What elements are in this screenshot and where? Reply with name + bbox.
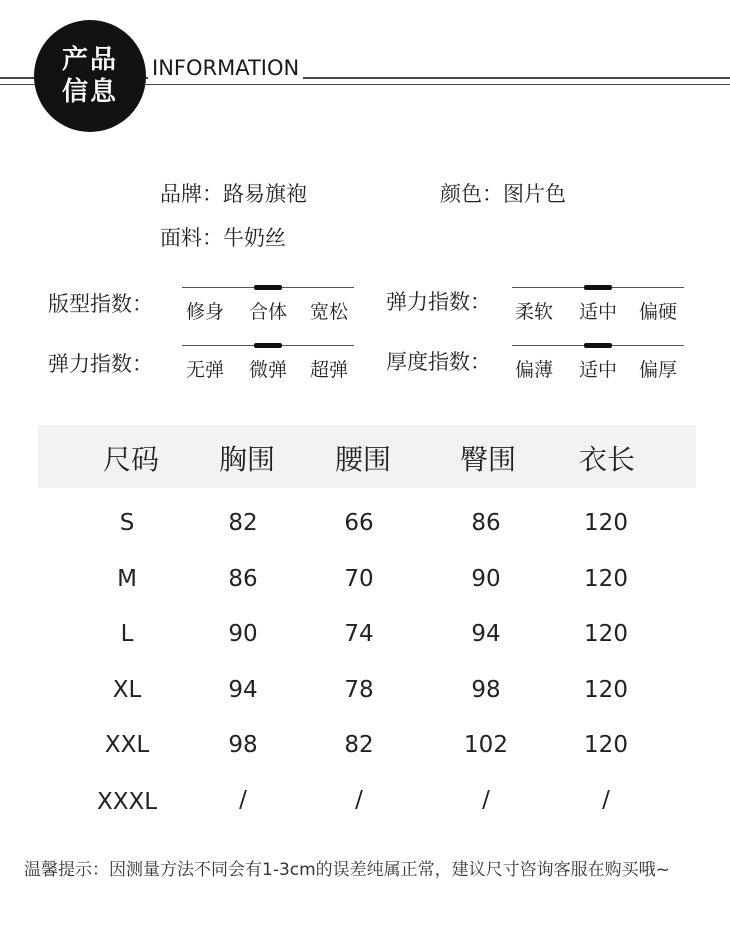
scale-option: 适中: [578, 301, 617, 323]
length-cell: 120: [584, 621, 628, 647]
page-header: [0, 0, 730, 150]
stretch-index-label-1: 弹力指数：: [386, 290, 491, 314]
scale-option: 柔软: [514, 301, 553, 323]
size-cell: XL: [112, 677, 142, 703]
scale-marker: [584, 343, 612, 348]
scale-option: 宽松: [309, 301, 348, 323]
size-cell: XXL: [104, 732, 150, 758]
product-info-badge: [34, 20, 146, 132]
length-cell: 120: [584, 732, 628, 758]
waist-cell: /: [355, 787, 363, 813]
hip-cell: 102: [464, 732, 508, 758]
bust-cell: 98: [228, 732, 258, 758]
size-cell: L: [120, 621, 134, 647]
scale-marker: [584, 285, 612, 290]
stretch-index-scale: [182, 345, 354, 385]
badge-line-1: 产品: [61, 45, 118, 75]
hip-cell: 86: [471, 510, 501, 536]
scale-option: 适中: [578, 359, 617, 381]
waist-cell: 78: [344, 677, 374, 703]
waist-cell: 82: [344, 732, 374, 758]
header-size: 尺码: [102, 443, 159, 476]
size-cell: XXXL: [96, 789, 158, 815]
scale-option: 无弹: [185, 359, 224, 381]
header-waist: 腰围: [334, 443, 391, 476]
waist-cell: 66: [344, 510, 374, 536]
scale-marker: [254, 343, 282, 348]
bust-cell: 86: [228, 566, 258, 592]
scale-option: 合体: [248, 301, 287, 323]
softness-index-scale: [512, 287, 684, 327]
length-cell: 120: [584, 566, 628, 592]
header-title: INFORMATION: [148, 52, 303, 84]
stretch-index-label-2: 弹力指数：: [48, 352, 153, 376]
measurement-note: 温馨提示：因测量方法不同会有1-3cm的误差纯属正常，建议尺寸咨询客服在购买哦~: [24, 860, 670, 880]
hip-cell: /: [482, 787, 490, 813]
size-table-header: [38, 425, 696, 488]
hip-cell: 90: [471, 566, 501, 592]
header-length: 衣长: [578, 443, 635, 476]
scale-option: 偏薄: [514, 359, 553, 381]
badge-line-2: 信息: [61, 77, 118, 107]
bust-cell: 82: [228, 510, 258, 536]
scale-option: 微弹: [248, 359, 287, 381]
length-cell: 120: [584, 510, 628, 536]
scale-option: 超弹: [309, 359, 348, 381]
waist-cell: 74: [344, 621, 374, 647]
header-hip: 臀围: [459, 443, 516, 476]
color-info: 颜色：图片色: [440, 182, 566, 206]
scale-option: 偏硬: [638, 301, 677, 323]
hip-cell: 98: [471, 677, 501, 703]
brand-info: 品牌：路易旗袍: [160, 182, 307, 206]
fit-index-label: 版型指数：: [48, 292, 153, 316]
fabric-info: 面料：牛奶丝: [160, 226, 286, 250]
waist-cell: 70: [344, 566, 374, 592]
scale-option: 偏厚: [638, 359, 677, 381]
scale-marker: [254, 285, 282, 290]
hip-cell: 94: [471, 621, 501, 647]
size-cell: S: [119, 510, 135, 536]
fit-index-scale: [182, 287, 354, 327]
header-bust: 胸围: [218, 443, 275, 476]
length-cell: 120: [584, 677, 628, 703]
scale-option: 修身: [185, 301, 224, 323]
bust-cell: 90: [228, 621, 258, 647]
thickness-index-scale: [512, 345, 684, 385]
length-cell: /: [602, 787, 610, 813]
size-cell: M: [117, 566, 137, 592]
thickness-index-label: 厚度指数：: [386, 350, 491, 374]
bust-cell: /: [239, 787, 247, 813]
bust-cell: 94: [228, 677, 258, 703]
